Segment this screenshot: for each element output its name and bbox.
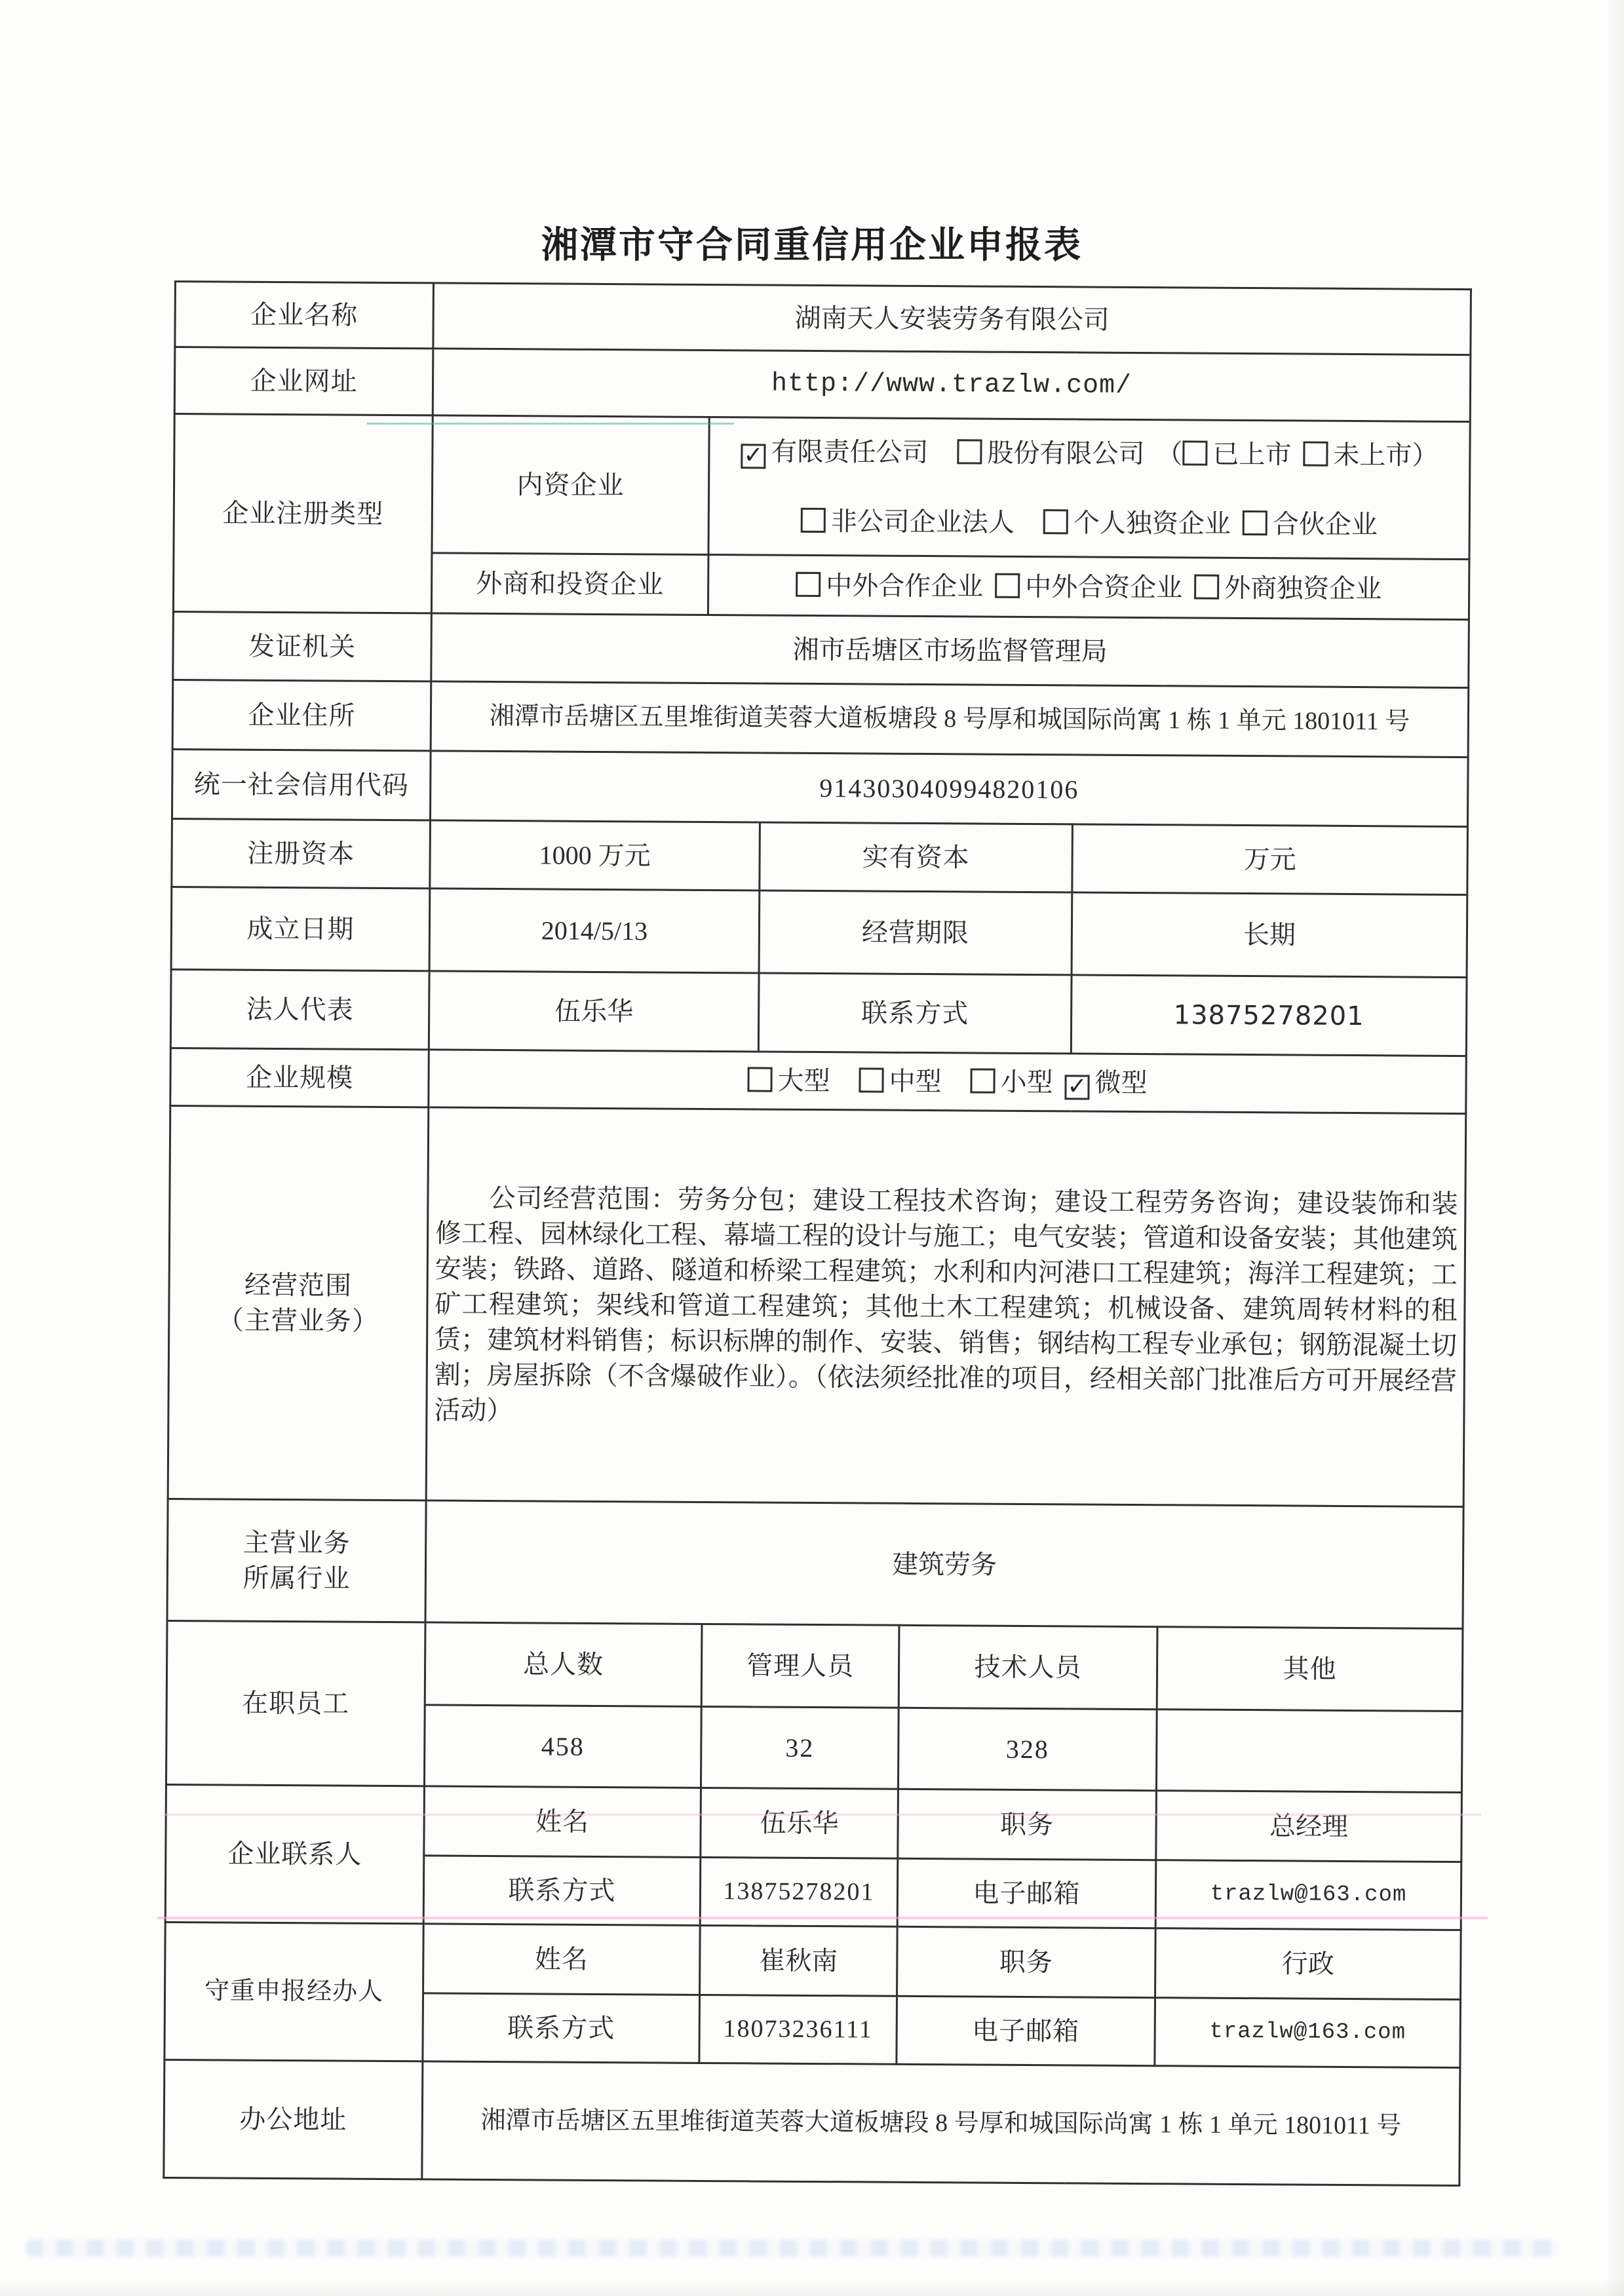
contact-position-key: 职务 <box>898 1789 1157 1860</box>
row-website <box>174 347 1471 422</box>
enterprise-scale-options <box>429 1050 1467 1114</box>
checkbox-non-corporate-icon <box>801 507 826 532</box>
row-office-address <box>164 2059 1460 2185</box>
checkbox-partnership-icon <box>1243 510 1267 535</box>
checkbox-small-icon <box>970 1068 995 1093</box>
employees-label: 在职员工 <box>166 1620 425 1786</box>
checkbox-medium-icon <box>859 1067 883 1092</box>
legal-rep-label: 法人代表 <box>170 969 429 1049</box>
credit-code-value: 914303040994820106 <box>430 751 1468 827</box>
business-term-label: 经营期限 <box>759 890 1072 975</box>
option-medium: 中型 <box>859 1066 941 1096</box>
row-company-contact-1 <box>166 1784 1462 1862</box>
option-joint-stock: 股份有限公司 <box>957 438 1144 469</box>
domestic-options-line2 <box>716 503 1462 543</box>
business-scope-label: 经营范围 （主营业务） <box>168 1105 429 1500</box>
row-founded <box>171 887 1467 977</box>
issuing-authority-label: 发证机关 <box>173 611 432 681</box>
checkbox-limited-liability-icon: ✓ <box>741 444 765 469</box>
option-non-corporate-legal-person: 非公司企业法人 <box>801 506 1015 537</box>
office-address-label: 办公地址 <box>164 2059 423 2179</box>
checkbox-large-icon <box>747 1067 772 1092</box>
employees-technical-value: 328 <box>898 1708 1157 1790</box>
foreign-options-line <box>716 567 1461 607</box>
agent-position-key: 职务 <box>897 1926 1156 1997</box>
contact-phone-value: 13875278201 <box>700 1857 898 1926</box>
row-credit-code <box>172 749 1468 826</box>
foreign-enterprise-label: 外商和投资企业 <box>431 553 708 615</box>
option-wholly-foreign-owned: 外商独资企业 <box>1194 573 1382 603</box>
founded-date-value: 2014/5/13 <box>429 889 760 973</box>
checkbox-joint-stock-icon <box>957 439 982 464</box>
row-capital <box>172 818 1468 894</box>
contact-phone-key: 联系方式 <box>423 1856 701 1926</box>
checkbox-cooperative-icon <box>796 571 821 596</box>
website-label: 企业网址 <box>174 347 433 415</box>
scale-options-line <box>436 1061 1458 1103</box>
reg-type-label: 企业注册类型 <box>173 414 433 613</box>
option-large: 大型 <box>747 1065 830 1096</box>
website-value: http://www.trazlw.com/ <box>433 349 1471 422</box>
checkbox-joint-venture-icon <box>995 573 1020 598</box>
foreign-enterprise-options <box>708 554 1469 619</box>
option-sole-proprietorship: 个人独资企业 <box>1043 508 1231 539</box>
checkbox-unlisted-icon <box>1303 441 1328 466</box>
company-address-value: 湘潭市岳塘区五里堆街道芙蓉大道板塘段 8 号厚和城国际尚寓 1 栋 1 单元 1801011 号 <box>431 681 1469 757</box>
checkbox-listed-icon <box>1182 440 1207 465</box>
employees-other-header: 其他 <box>1157 1627 1463 1712</box>
option-micro: ✓ 微型 <box>1064 1067 1147 1098</box>
contact-name-key: 姓名 <box>424 1786 701 1858</box>
registered-capital-value: 1000 万元 <box>430 820 760 890</box>
registered-capital-label: 注册资本 <box>172 818 431 888</box>
row-industry <box>167 1499 1463 1628</box>
option-unlisted: 未上市 <box>1303 440 1412 470</box>
row-reg-type-domestic <box>174 414 1470 560</box>
contact-email-value: trazlw@163.com <box>1155 1860 1461 1930</box>
checkbox-sole-proprietorship-icon <box>1043 509 1068 534</box>
office-address-value: 湘潭市岳塘区五里堆街道芙蓉大道板塘段 8 号厚和城国际尚寓 1 栋 1 单元 1801011 号 <box>422 2061 1460 2186</box>
checkbox-foreign-owned-icon <box>1194 574 1219 599</box>
paid-in-capital-label: 实有资本 <box>760 822 1073 892</box>
company-address-label: 企业住所 <box>172 679 431 750</box>
option-sino-foreign-joint-venture: 中外合资企业 <box>995 571 1182 602</box>
option-sino-foreign-cooperative: 中外合作企业 <box>796 570 983 601</box>
business-term-value: 长期 <box>1072 892 1467 978</box>
company-name-label: 企业名称 <box>175 282 434 349</box>
employees-management-header: 管理人员 <box>701 1624 899 1708</box>
scan-edge-shadow-right <box>1604 0 1624 2296</box>
agent-name-value: 崔秋南 <box>700 1925 898 1996</box>
domestic-options-line1 <box>716 434 1462 474</box>
contact-position-value: 总经理 <box>1156 1791 1462 1862</box>
domestic-enterprise-options <box>708 417 1470 559</box>
company-name-value: 湖南天人安装劳务有限公司 <box>433 283 1471 355</box>
page-title: 湘潭市守合同重信用企业申报表 <box>541 224 1083 267</box>
checkbox-micro-icon: ✓ <box>1064 1075 1089 1100</box>
employees-technical-header: 技术人员 <box>899 1625 1157 1709</box>
legal-rep-contact-label: 联系方式 <box>758 973 1072 1054</box>
paren-close: ） <box>1412 440 1439 470</box>
contact-email-key: 电子邮箱 <box>897 1858 1156 1928</box>
row-company-name <box>175 282 1471 355</box>
contact-name-value: 伍乐华 <box>701 1788 899 1858</box>
enterprise-scale-label: 企业规模 <box>170 1048 429 1107</box>
option-limited-liability: ✓ 有限责任公司 <box>741 436 928 467</box>
founded-date-label: 成立日期 <box>171 887 430 970</box>
employees-other-value <box>1156 1710 1462 1793</box>
legal-rep-phone-value: 13875278201 <box>1071 975 1467 1056</box>
agent-phone-value: 18073236111 <box>699 1995 897 2064</box>
agent-name-key: 姓名 <box>423 1924 701 1995</box>
domestic-enterprise-label: 内资企业 <box>432 415 709 555</box>
issuing-authority-value: 湘市岳塘区市场监督管理局 <box>431 613 1469 688</box>
agent-email-key: 电子邮箱 <box>897 1996 1155 2065</box>
option-small: 小型 <box>970 1067 1053 1097</box>
declaration-form-table <box>163 280 1472 2187</box>
employees-total-header: 总人数 <box>425 1622 702 1707</box>
business-scope-value: 公司经营范围：劳务分包；建设工程技术咨询；建设工程劳务咨询；建设装饰和装修工程、园林绿化工程、幕墙工程的设计与施工；电气安装；管道和设备安装；其他建筑安装；铁路、道路、隧道和桥梁工程建筑；水利和内河港口工程建筑；海洋工程建筑；工矿工程建筑；架线和管道工程建筑；其他土木工程建筑；机械设备、建筑周转材料的租赁；建筑材料销售；标识标牌的制作、安装、销售；钢结构工程专业承包；钢筋混凝土切割；房屋拆除（不含爆破作业）。（依法须经批准的项目，经相关部门批准后方可开展经营活动） <box>426 1107 1466 1507</box>
paid-in-capital-value: 万元 <box>1072 824 1468 895</box>
paren-open: （ <box>1156 438 1183 469</box>
employees-total-value: 458 <box>424 1705 701 1788</box>
scan-edge-shadow-bottom <box>0 2279 1624 2296</box>
credit-code-label: 统一社会信用代码 <box>172 749 431 820</box>
row-scale <box>170 1048 1467 1113</box>
company-contact-label: 企业联系人 <box>165 1784 424 1923</box>
declare-agent-label: 守重申报经办人 <box>164 1922 423 2061</box>
row-legal-rep <box>170 969 1467 1056</box>
option-listed: 已上市 <box>1182 439 1291 469</box>
row-company-address <box>172 679 1469 757</box>
agent-phone-key: 联系方式 <box>423 1993 700 2063</box>
row-issuing-authority <box>173 611 1469 687</box>
industry-label: 主营业务 所属行业 <box>167 1499 426 1622</box>
legal-rep-value: 伍乐华 <box>429 971 759 1052</box>
row-business-scope <box>168 1105 1466 1506</box>
scan-artifact-blue-band <box>26 2240 1560 2257</box>
industry-value: 建筑劳务 <box>425 1501 1463 1629</box>
employees-management-value: 32 <box>701 1706 899 1789</box>
row-declare-agent-1 <box>165 1922 1461 1999</box>
agent-email-value: trazlw@163.com <box>1155 1998 1461 2068</box>
agent-position-value: 行政 <box>1155 1928 1461 2000</box>
option-partnership: 合伙企业 <box>1243 508 1378 539</box>
row-employees-header <box>166 1620 1463 1711</box>
